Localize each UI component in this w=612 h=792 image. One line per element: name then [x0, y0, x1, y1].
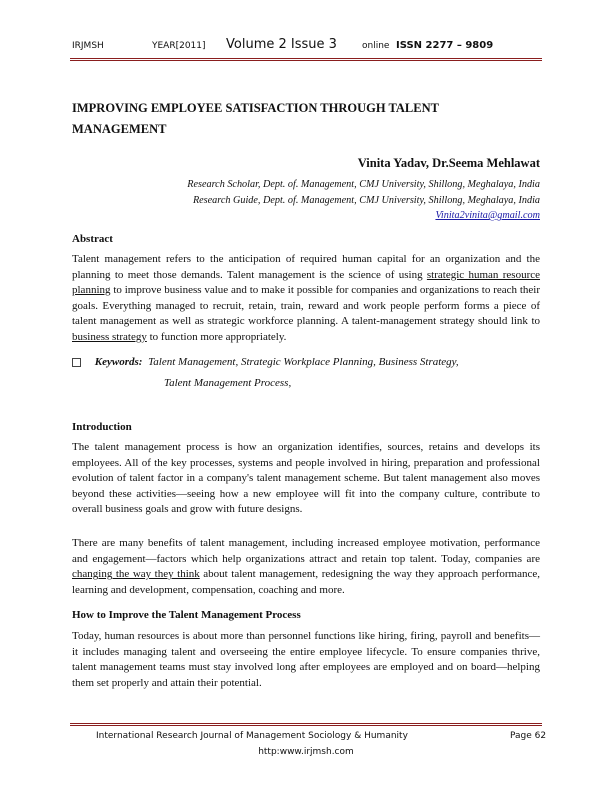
page-number: Page 62: [510, 731, 547, 741]
section-heading-improve: How to Improve the Talent Management Process: [72, 609, 301, 621]
affiliation-scholar: Research Scholar, Dept. of. Management, CMJ University, Shillong, Meghalaya, India: [187, 179, 540, 190]
footer-journal-name: International Research Journal of Management Sociology & Humanity: [96, 731, 408, 741]
strategic-hr-planning-link[interactable]: strategic human resource planning: [72, 268, 541, 297]
intro-paragraph-1: The talent management process is how an organization identifies, sources, retains and develops its employees. All of the key processes, systems and people involved in hiring, preparation and professional evolution of talent factor in a company's talent management scheme. But talent management also moves beyond these activities—seeing how a new employee will fit into the company culture, contribute to overall business goals and grow with future designs.: [72, 441, 540, 516]
keywords-label: Keywords:: [94, 356, 143, 368]
introduction-heading: Introduction: [72, 421, 132, 433]
header-rule-2: [70, 60, 542, 61]
author-email-link[interactable]: Vinita2vinita@gmail.com: [435, 210, 540, 221]
footer-rule: [70, 723, 542, 724]
keywords-list-cont: Talent Management Process,: [164, 377, 292, 389]
business-strategy-link[interactable]: business strategy: [72, 330, 147, 343]
bullet-box-icon: [72, 358, 81, 367]
year-label: YEAR[2011]: [152, 41, 206, 51]
section2-paragraph: Today, human resources is about more than personnel functions like hiring, firing, payroll and benefits—it includes managing talent and overseeing the entire employee lifecycle. To ensure companies thrive, talent management teams must stay involved long after employees are employed and on board—helping them set properly and attain their potential.: [72, 630, 540, 689]
issn-prefix: online: [362, 41, 390, 51]
intro-paragraph-2: There are many benefits of talent management, including increased employee motivation, performance and engagement—factors which help organizations attract and retain top talent. Today, companies are changing the way they think about talent management, redesigning the way they approach performance, learning and development, compensation, coaching and more.: [72, 537, 541, 596]
footer-url: http:www.irjmsh.com: [258, 747, 354, 757]
keywords-line: [72, 356, 459, 368]
abstract-heading: Abstract: [72, 233, 113, 245]
journal-abbrev: IRJMSH: [72, 41, 104, 51]
paper-title: IMPROVING EMPLOYEE SATISFACTION THROUGH TALENT MANAGEMENT: [72, 101, 439, 136]
issn-label: ISSN 2277 – 9809: [396, 40, 494, 51]
keywords-list: Talent Management, Strategic Workplace Planning, Business Strategy,: [148, 356, 459, 368]
abstract-text: Talent management refers to the anticipation of required human capital for an organization and the planning to meet those demands. Talent management is the science of using strategic human resource planning to improve business value and to make it possible for companies and organizations to reach their goals. Everything managed to recruit, retain, train, reward and work people perform forms a piece of talent management as well as strategic workforce planning. A talent-management strategy should link to business strategy to function more appropriately.: [72, 253, 541, 343]
authors: Vinita Yadav, Dr.Seema Mehlawat: [357, 156, 540, 170]
header-rule: [70, 58, 542, 59]
volume-label: Volume 2 Issue 3: [226, 37, 337, 52]
affiliation-guide: Research Guide, Dept. of. Management, CMJ University, Shillong, Meghalaya, India: [192, 195, 540, 206]
footer-rule-2: [70, 725, 542, 726]
changing-the-way-link[interactable]: changing the way they think: [72, 568, 200, 581]
